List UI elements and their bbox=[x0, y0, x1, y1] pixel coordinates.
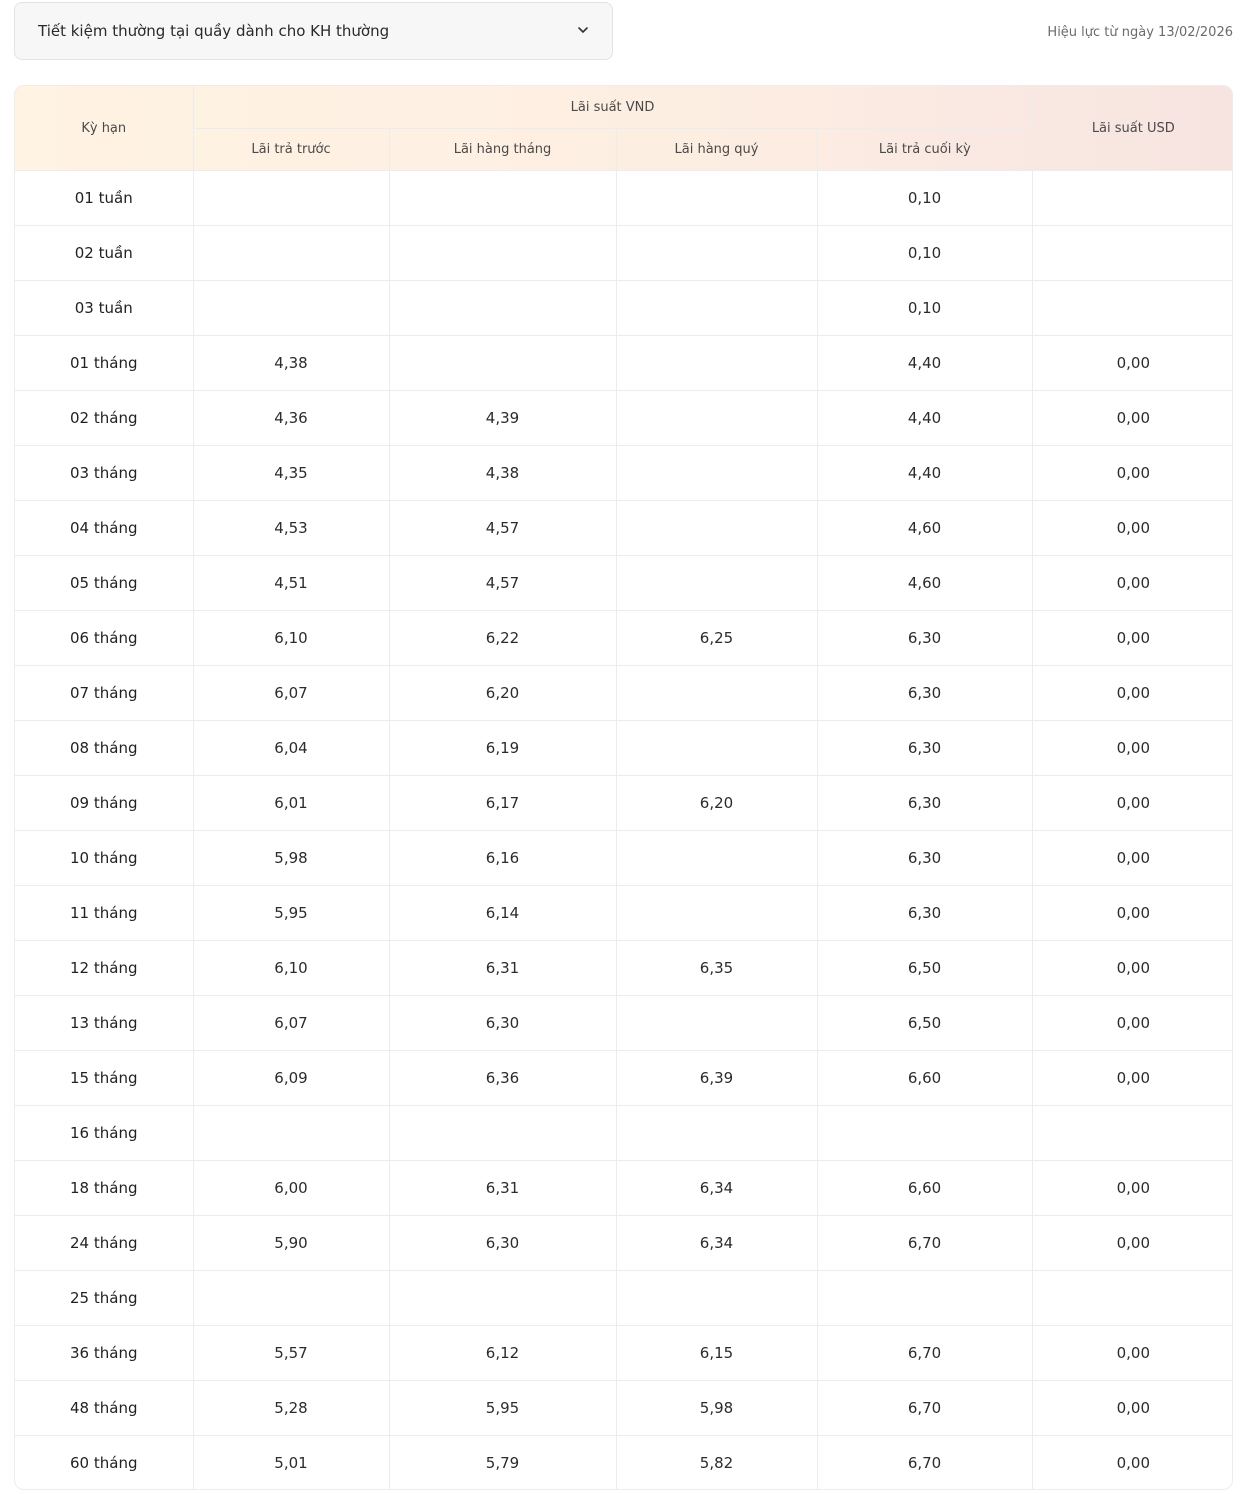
table-body bbox=[15, 171, 1233, 1491]
cell-end-of-term: 6,30 bbox=[817, 721, 1032, 776]
cell-end-of-term: 4,60 bbox=[817, 501, 1032, 556]
table-row bbox=[15, 941, 1233, 996]
cell-quarterly bbox=[616, 1106, 817, 1161]
cell-monthly bbox=[389, 226, 616, 281]
cell-end-of-term bbox=[817, 1106, 1032, 1161]
cell-usd: 0,00 bbox=[1032, 501, 1233, 556]
cell-term: 13 tháng bbox=[15, 996, 193, 1051]
table-row bbox=[15, 281, 1233, 336]
cell-end-of-term: 6,30 bbox=[817, 886, 1032, 941]
cell-usd bbox=[1032, 1106, 1233, 1161]
cell-term: 07 tháng bbox=[15, 666, 193, 721]
product-select-value: Tiết kiệm thường tại quầy dành cho KH thường bbox=[38, 22, 390, 40]
cell-monthly bbox=[389, 1271, 616, 1326]
cell-quarterly: 5,82 bbox=[616, 1436, 817, 1491]
header-vnd-group: Lãi suất VND bbox=[193, 86, 1032, 129]
table-row bbox=[15, 776, 1233, 831]
cell-usd: 0,00 bbox=[1032, 1216, 1233, 1271]
table-row bbox=[15, 1216, 1233, 1271]
cell-quarterly: 6,20 bbox=[616, 776, 817, 831]
table-row bbox=[15, 831, 1233, 886]
chevron-down-icon[interactable] bbox=[576, 23, 590, 37]
cell-prepaid bbox=[193, 1106, 389, 1161]
cell-term: 09 tháng bbox=[15, 776, 193, 831]
cell-term: 48 tháng bbox=[15, 1381, 193, 1436]
cell-monthly: 4,39 bbox=[389, 391, 616, 446]
cell-prepaid: 5,90 bbox=[193, 1216, 389, 1271]
cell-end-of-term: 6,30 bbox=[817, 776, 1032, 831]
cell-monthly: 6,14 bbox=[389, 886, 616, 941]
cell-end-of-term: 6,30 bbox=[817, 611, 1032, 666]
cell-term: 10 tháng bbox=[15, 831, 193, 886]
cell-quarterly bbox=[616, 1271, 817, 1326]
table-row bbox=[15, 611, 1233, 666]
cell-term: 08 tháng bbox=[15, 721, 193, 776]
cell-usd bbox=[1032, 226, 1233, 281]
cell-term: 25 tháng bbox=[15, 1271, 193, 1326]
cell-prepaid: 6,10 bbox=[193, 611, 389, 666]
cell-prepaid: 5,98 bbox=[193, 831, 389, 886]
cell-end-of-term: 6,70 bbox=[817, 1326, 1032, 1381]
cell-quarterly: 5,98 bbox=[616, 1381, 817, 1436]
cell-quarterly bbox=[616, 336, 817, 391]
cell-monthly: 4,38 bbox=[389, 446, 616, 501]
header-quarterly: Lãi hàng quý bbox=[616, 129, 817, 171]
cell-quarterly: 6,34 bbox=[616, 1216, 817, 1271]
header-usd: Lãi suất USD bbox=[1032, 86, 1233, 171]
cell-quarterly bbox=[616, 996, 817, 1051]
cell-usd: 0,00 bbox=[1032, 996, 1233, 1051]
cell-monthly bbox=[389, 171, 616, 226]
cell-monthly: 6,30 bbox=[389, 1216, 616, 1271]
cell-prepaid: 6,10 bbox=[193, 941, 389, 996]
cell-prepaid: 6,09 bbox=[193, 1051, 389, 1106]
cell-quarterly: 6,39 bbox=[616, 1051, 817, 1106]
cell-end-of-term: 0,10 bbox=[817, 281, 1032, 336]
cell-end-of-term: 6,70 bbox=[817, 1216, 1032, 1271]
interest-rate-table bbox=[14, 85, 1233, 1490]
cell-end-of-term: 6,70 bbox=[817, 1436, 1032, 1491]
cell-usd: 0,00 bbox=[1032, 666, 1233, 721]
cell-end-of-term: 4,60 bbox=[817, 556, 1032, 611]
table-row bbox=[15, 886, 1233, 941]
cell-term: 02 tuần bbox=[15, 226, 193, 281]
cell-usd: 0,00 bbox=[1032, 446, 1233, 501]
table-row bbox=[15, 1436, 1233, 1491]
cell-prepaid bbox=[193, 1271, 389, 1326]
effective-date: Hiệu lực từ ngày 13/02/2026 bbox=[1047, 25, 1233, 40]
cell-prepaid: 6,04 bbox=[193, 721, 389, 776]
cell-usd bbox=[1032, 1271, 1233, 1326]
cell-monthly: 6,19 bbox=[389, 721, 616, 776]
cell-usd: 0,00 bbox=[1032, 1381, 1233, 1436]
cell-term: 02 tháng bbox=[15, 391, 193, 446]
table-row bbox=[15, 171, 1233, 226]
cell-prepaid bbox=[193, 226, 389, 281]
cell-end-of-term: 6,70 bbox=[817, 1381, 1032, 1436]
cell-monthly: 6,31 bbox=[389, 941, 616, 996]
cell-end-of-term bbox=[817, 1271, 1032, 1326]
cell-term: 06 tháng bbox=[15, 611, 193, 666]
cell-quarterly: 6,34 bbox=[616, 1161, 817, 1216]
cell-term: 05 tháng bbox=[15, 556, 193, 611]
cell-prepaid: 4,38 bbox=[193, 336, 389, 391]
table-row bbox=[15, 996, 1233, 1051]
table-row bbox=[15, 446, 1233, 501]
cell-prepaid: 6,07 bbox=[193, 666, 389, 721]
cell-monthly: 6,17 bbox=[389, 776, 616, 831]
cell-prepaid: 5,01 bbox=[193, 1436, 389, 1491]
cell-quarterly bbox=[616, 171, 817, 226]
cell-end-of-term: 0,10 bbox=[817, 226, 1032, 281]
cell-term: 11 tháng bbox=[15, 886, 193, 941]
cell-term: 60 tháng bbox=[15, 1436, 193, 1491]
table-row bbox=[15, 336, 1233, 391]
table-row bbox=[15, 391, 1233, 446]
cell-prepaid: 6,07 bbox=[193, 996, 389, 1051]
cell-quarterly: 6,35 bbox=[616, 941, 817, 996]
cell-usd: 0,00 bbox=[1032, 776, 1233, 831]
cell-monthly: 6,20 bbox=[389, 666, 616, 721]
cell-monthly bbox=[389, 281, 616, 336]
table-row bbox=[15, 226, 1233, 281]
cell-quarterly bbox=[616, 501, 817, 556]
cell-end-of-term: 6,60 bbox=[817, 1051, 1032, 1106]
table-row bbox=[15, 1271, 1233, 1326]
cell-monthly: 6,22 bbox=[389, 611, 616, 666]
cell-usd: 0,00 bbox=[1032, 941, 1233, 996]
cell-quarterly bbox=[616, 281, 817, 336]
cell-usd: 0,00 bbox=[1032, 611, 1233, 666]
cell-prepaid: 4,36 bbox=[193, 391, 389, 446]
cell-prepaid: 5,28 bbox=[193, 1381, 389, 1436]
cell-term: 12 tháng bbox=[15, 941, 193, 996]
cell-monthly: 6,16 bbox=[389, 831, 616, 886]
cell-end-of-term: 6,60 bbox=[817, 1161, 1032, 1216]
cell-usd bbox=[1032, 171, 1233, 226]
cell-quarterly: 6,15 bbox=[616, 1326, 817, 1381]
cell-usd: 0,00 bbox=[1032, 1051, 1233, 1106]
table-row bbox=[15, 666, 1233, 721]
cell-usd bbox=[1032, 281, 1233, 336]
header-term: Kỳ hạn bbox=[15, 86, 193, 171]
cell-end-of-term: 4,40 bbox=[817, 391, 1032, 446]
cell-monthly: 5,79 bbox=[389, 1436, 616, 1491]
cell-usd: 0,00 bbox=[1032, 831, 1233, 886]
cell-usd: 0,00 bbox=[1032, 391, 1233, 446]
cell-prepaid: 5,57 bbox=[193, 1326, 389, 1381]
cell-prepaid: 6,00 bbox=[193, 1161, 389, 1216]
cell-end-of-term: 6,30 bbox=[817, 666, 1032, 721]
cell-monthly bbox=[389, 336, 616, 391]
cell-prepaid bbox=[193, 171, 389, 226]
cell-prepaid bbox=[193, 281, 389, 336]
table-row bbox=[15, 501, 1233, 556]
table-row bbox=[15, 1326, 1233, 1381]
cell-monthly: 6,31 bbox=[389, 1161, 616, 1216]
table-row bbox=[15, 1161, 1233, 1216]
cell-usd: 0,00 bbox=[1032, 1326, 1233, 1381]
cell-end-of-term: 4,40 bbox=[817, 336, 1032, 391]
table-row bbox=[15, 1051, 1233, 1106]
header-monthly: Lãi hàng tháng bbox=[389, 129, 616, 171]
cell-quarterly bbox=[616, 391, 817, 446]
cell-term: 15 tháng bbox=[15, 1051, 193, 1106]
cell-quarterly bbox=[616, 226, 817, 281]
cell-quarterly bbox=[616, 886, 817, 941]
cell-end-of-term: 4,40 bbox=[817, 446, 1032, 501]
table-row bbox=[15, 1106, 1233, 1161]
cell-quarterly bbox=[616, 446, 817, 501]
cell-term: 01 tháng bbox=[15, 336, 193, 391]
cell-usd: 0,00 bbox=[1116, 1454, 1150, 1472]
table-row bbox=[15, 721, 1233, 776]
cell-usd: 0,00 bbox=[1032, 556, 1233, 611]
cell-prepaid: 4,53 bbox=[193, 501, 389, 556]
cell-term: 24 tháng bbox=[15, 1216, 193, 1271]
cell-quarterly: 6,25 bbox=[616, 611, 817, 666]
cell-monthly: 6,12 bbox=[389, 1326, 616, 1381]
product-select[interactable] bbox=[14, 2, 613, 60]
cell-term: 16 tháng bbox=[15, 1106, 193, 1161]
cell-quarterly bbox=[616, 556, 817, 611]
top-bar bbox=[0, 0, 1245, 70]
cell-end-of-term: 6,50 bbox=[817, 941, 1032, 996]
cell-term: 01 tuần bbox=[15, 171, 193, 226]
cell-term: 18 tháng bbox=[15, 1161, 193, 1216]
cell-term: 03 tháng bbox=[15, 446, 193, 501]
header-end-of-term: Lãi trả cuối kỳ bbox=[817, 129, 1032, 171]
cell-term: 03 tuần bbox=[15, 281, 193, 336]
table-header bbox=[15, 86, 1233, 171]
cell-quarterly bbox=[616, 831, 817, 886]
cell-usd: 0,00 bbox=[1032, 886, 1233, 941]
cell-monthly: 4,57 bbox=[389, 501, 616, 556]
cell-end-of-term: 6,30 bbox=[817, 831, 1032, 886]
cell-prepaid: 4,35 bbox=[193, 446, 389, 501]
cell-monthly: 4,57 bbox=[389, 556, 616, 611]
cell-end-of-term: 6,50 bbox=[817, 996, 1032, 1051]
cell-term: 04 tháng bbox=[15, 501, 193, 556]
cell-prepaid: 4,51 bbox=[193, 556, 389, 611]
cell-usd: 0,00 bbox=[1032, 721, 1233, 776]
cell-usd: 0,00 bbox=[1032, 1161, 1233, 1216]
table-row bbox=[15, 556, 1233, 611]
cell-prepaid: 5,95 bbox=[193, 886, 389, 941]
cell-end-of-term: 0,10 bbox=[817, 171, 1032, 226]
cell-term: 36 tháng bbox=[15, 1326, 193, 1381]
cell-quarterly bbox=[616, 721, 817, 776]
cell-usd: 0,00 bbox=[1032, 336, 1233, 391]
cell-monthly bbox=[389, 1106, 616, 1161]
cell-monthly: 6,30 bbox=[389, 996, 616, 1051]
cell-quarterly bbox=[616, 666, 817, 721]
cell-monthly: 6,36 bbox=[389, 1051, 616, 1106]
cell-prepaid: 6,01 bbox=[193, 776, 389, 831]
table-row bbox=[15, 1381, 1233, 1436]
cell-monthly: 5,95 bbox=[389, 1381, 616, 1436]
header-prepaid: Lãi trả trước bbox=[193, 129, 389, 171]
